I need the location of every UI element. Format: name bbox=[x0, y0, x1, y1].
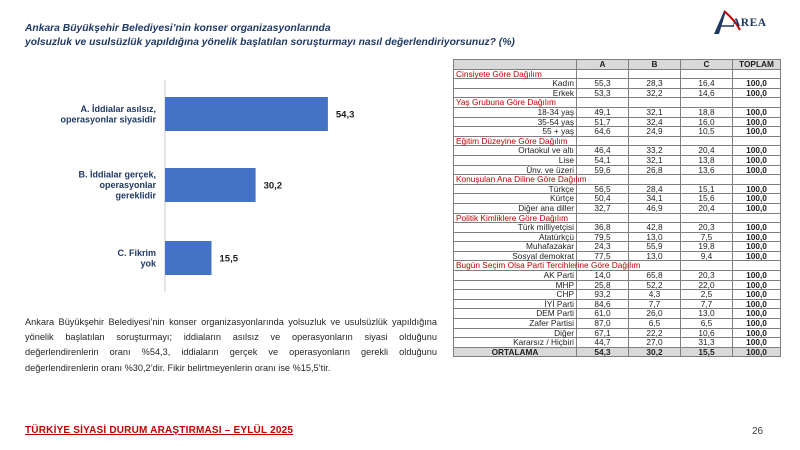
cell-a: 51,7 bbox=[577, 117, 629, 127]
table-row bbox=[454, 280, 781, 290]
row-label: Zafer Partisi bbox=[454, 319, 577, 329]
breakdown-table-wrapper bbox=[453, 59, 780, 357]
table-row bbox=[454, 328, 781, 338]
row-label: Diğer ana diller bbox=[454, 203, 577, 213]
cell-a: 53,3 bbox=[577, 88, 629, 98]
row-label: 35-54 yaş bbox=[454, 117, 577, 127]
cell-total: 100,0 bbox=[733, 319, 781, 329]
cell-total: 100,0 bbox=[733, 299, 781, 309]
cell-c: 20,4 bbox=[681, 146, 733, 156]
table-row bbox=[454, 155, 781, 165]
table-row bbox=[454, 232, 781, 242]
cell-b: 4,3 bbox=[629, 290, 681, 300]
cell-a: 25,8 bbox=[577, 280, 629, 290]
bar-chart bbox=[15, 70, 445, 300]
row-label: Kürtçe bbox=[454, 194, 577, 204]
cell-total: 100,0 bbox=[733, 79, 781, 89]
table-header-b: B bbox=[629, 60, 681, 70]
cell-c: 10,5 bbox=[681, 127, 733, 137]
cell-total: 100,0 bbox=[733, 223, 781, 233]
cell-b: 55,9 bbox=[629, 242, 681, 252]
cell-b: 65,8 bbox=[629, 271, 681, 281]
breakdown-table bbox=[453, 59, 781, 357]
table-row bbox=[454, 117, 781, 127]
cell-b: 42,8 bbox=[629, 223, 681, 233]
cell-total: 100,0 bbox=[733, 251, 781, 261]
area-logo-text: AREA bbox=[732, 17, 767, 29]
cell-c: 9,4 bbox=[681, 251, 733, 261]
cell-a: 59,6 bbox=[577, 165, 629, 175]
cell-c: 2,5 bbox=[681, 290, 733, 300]
table-row bbox=[454, 242, 781, 252]
cell-total: 100,0 bbox=[733, 155, 781, 165]
area-logo bbox=[710, 8, 785, 36]
cell-a: 67,1 bbox=[577, 328, 629, 338]
cell-b: 13,0 bbox=[629, 251, 681, 261]
bar-1 bbox=[165, 168, 256, 202]
cell-c: 7,5 bbox=[681, 232, 733, 242]
table-row bbox=[454, 319, 781, 329]
cell-c: 18,8 bbox=[681, 107, 733, 117]
cell-a: 93,2 bbox=[577, 290, 629, 300]
table-row bbox=[454, 194, 781, 204]
cell-a: 14,0 bbox=[577, 271, 629, 281]
average-total: 100,0 bbox=[733, 347, 781, 357]
table-row bbox=[454, 107, 781, 117]
cell-a: 32,7 bbox=[577, 203, 629, 213]
row-label: Ünv. ve üzeri bbox=[454, 165, 577, 175]
cell-c: 16,4 bbox=[681, 79, 733, 89]
cell-b: 52,2 bbox=[629, 280, 681, 290]
cell-b: 32,2 bbox=[629, 88, 681, 98]
cell-total: 100,0 bbox=[733, 271, 781, 281]
section-title: Cinsiyete Göre Dağılım bbox=[454, 69, 577, 79]
cell-total: 100,0 bbox=[733, 242, 781, 252]
cell-total: 100,0 bbox=[733, 232, 781, 242]
cell-a: 36,8 bbox=[577, 223, 629, 233]
title-line-2: yolsuzluk ve usulsüzlük yapıldığına yönelik başlatılan soruşturmayı nasıl değerlendiriyorsunuz? (%) bbox=[25, 37, 515, 48]
table-row bbox=[454, 146, 781, 156]
cell-a: 84,6 bbox=[577, 299, 629, 309]
row-label: CHP bbox=[454, 290, 577, 300]
cell-b: 32,1 bbox=[629, 155, 681, 165]
cell-a: 44,7 bbox=[577, 338, 629, 348]
cell-c: 20,3 bbox=[681, 271, 733, 281]
cell-c: 31,3 bbox=[681, 338, 733, 348]
row-label: DEM Parti bbox=[454, 309, 577, 319]
table-header-c: C bbox=[681, 60, 733, 70]
cell-b: 27,0 bbox=[629, 338, 681, 348]
cell-total: 100,0 bbox=[733, 88, 781, 98]
table-header-total: TOPLAM bbox=[733, 60, 781, 70]
section-title: Eğitim Düzeyine Göre Dağılım bbox=[454, 136, 577, 146]
cell-total: 100,0 bbox=[733, 127, 781, 137]
section-title: Konuşulan Ana Diline Göre Dağılım bbox=[454, 175, 577, 185]
row-label: Türkçe bbox=[454, 184, 577, 194]
row-label: 18-34 yaş bbox=[454, 107, 577, 117]
bar-value-label: 15,5 bbox=[219, 253, 238, 265]
section-empty-cell bbox=[733, 175, 781, 185]
section-title: Yaş Grubuna Göre Dağılım bbox=[454, 98, 577, 108]
row-label: Atatürkçü bbox=[454, 232, 577, 242]
table-section-header bbox=[454, 175, 781, 185]
cell-b: 34,1 bbox=[629, 194, 681, 204]
table-row bbox=[454, 271, 781, 281]
average-c: 15,5 bbox=[681, 347, 733, 357]
summary-text: Ankara Büyükşehir Belediyesi’nin konser organizasyonlarında yolsuzluk ve usulsüzlük yapıldığına yönelik başlatılan soruşturmayı; iddiaların asılsız ve operasyonların siyasi olduğunu değerlendirenlerin oranı %54,3, iddiaların gerçek ve operasyonların gerekli olduğunu değerlendirenlerin oranı %30,2’dir. Fikir belirtmeyenlerin oranı ise %15,5’tir. bbox=[25, 317, 437, 373]
cell-a: 54,1 bbox=[577, 155, 629, 165]
cell-total: 100,0 bbox=[733, 194, 781, 204]
row-label: Lise bbox=[454, 155, 577, 165]
average-a: 54,3 bbox=[577, 347, 629, 357]
table-header-row bbox=[454, 60, 781, 70]
table-row bbox=[454, 127, 781, 137]
cell-c: 15,1 bbox=[681, 184, 733, 194]
table-average-row bbox=[454, 347, 781, 357]
table-row bbox=[454, 338, 781, 348]
table-row bbox=[454, 184, 781, 194]
section-empty-cell bbox=[681, 175, 733, 185]
cell-a: 49,1 bbox=[577, 107, 629, 117]
cell-total: 100,0 bbox=[733, 203, 781, 213]
cell-b: 32,4 bbox=[629, 117, 681, 127]
cell-total: 100,0 bbox=[733, 107, 781, 117]
cell-c: 13,6 bbox=[681, 165, 733, 175]
table-row bbox=[454, 223, 781, 233]
cell-total: 100,0 bbox=[733, 146, 781, 156]
table-row bbox=[454, 290, 781, 300]
row-label: Ortaokul ve altı bbox=[454, 146, 577, 156]
cell-c: 6,5 bbox=[681, 319, 733, 329]
cell-c: 13,8 bbox=[681, 155, 733, 165]
cell-c: 14,6 bbox=[681, 88, 733, 98]
table-header-a: A bbox=[577, 60, 629, 70]
footer-title: TÜRKİYE SİYASİ DURUM ARAŞTIRMASI – EYLÜL 2025 bbox=[25, 425, 294, 436]
cell-c: 7,7 bbox=[681, 299, 733, 309]
table-section-header bbox=[454, 136, 781, 146]
section-empty-cell bbox=[629, 175, 681, 185]
cell-b: 28,4 bbox=[629, 184, 681, 194]
table-row bbox=[454, 299, 781, 309]
cell-c: 22,0 bbox=[681, 280, 733, 290]
row-label: Diğer bbox=[454, 328, 577, 338]
table-section-header bbox=[454, 98, 781, 108]
section-title: Bugün Seçim Olsa Parti Tercihlerine Göre Dağılım bbox=[454, 261, 577, 271]
title-line-1: Ankara Büyükşehir Belediyesi’nin konser organizasyonlarında bbox=[25, 23, 331, 34]
cell-a: 87,0 bbox=[577, 319, 629, 329]
cell-c: 10,6 bbox=[681, 328, 733, 338]
table-row bbox=[454, 79, 781, 89]
cell-a: 79,5 bbox=[577, 232, 629, 242]
average-b: 30,2 bbox=[629, 347, 681, 357]
cell-a: 56,5 bbox=[577, 184, 629, 194]
category-label: yok bbox=[140, 258, 156, 269]
cell-c: 19,8 bbox=[681, 242, 733, 252]
row-label: MHP bbox=[454, 280, 577, 290]
cell-b: 13,0 bbox=[629, 232, 681, 242]
cell-a: 64,6 bbox=[577, 127, 629, 137]
table-row bbox=[454, 203, 781, 213]
row-label: İYİ Parti bbox=[454, 299, 577, 309]
cell-total: 100,0 bbox=[733, 328, 781, 338]
cell-total: 100,0 bbox=[733, 338, 781, 348]
category-label: C. Fikrim bbox=[117, 247, 156, 258]
category-label: B. İddialar gerçek, bbox=[78, 169, 156, 180]
cell-b: 6,5 bbox=[629, 319, 681, 329]
page-number: 26 bbox=[752, 426, 764, 437]
cell-c: 15,6 bbox=[681, 194, 733, 204]
cell-b: 33,2 bbox=[629, 146, 681, 156]
section-title: Politik Kimliklere Göre Dağılım bbox=[454, 213, 577, 223]
bar-value-label: 30,2 bbox=[263, 180, 283, 192]
page-title bbox=[25, 22, 625, 50]
cell-a: 61,0 bbox=[577, 309, 629, 319]
cell-b: 7,7 bbox=[629, 299, 681, 309]
category-label: A. İddialar asılsız, bbox=[80, 103, 156, 114]
cell-a: 77,5 bbox=[577, 251, 629, 261]
category-label: gereklidir bbox=[115, 190, 156, 201]
cell-c: 20,3 bbox=[681, 223, 733, 233]
cell-b: 24,9 bbox=[629, 127, 681, 137]
table-row bbox=[454, 309, 781, 319]
cell-c: 20,4 bbox=[681, 203, 733, 213]
cell-total: 100,0 bbox=[733, 165, 781, 175]
cell-b: 26,8 bbox=[629, 165, 681, 175]
row-label: Muhafazakar bbox=[454, 242, 577, 252]
cell-c: 13,0 bbox=[681, 309, 733, 319]
cell-b: 22,2 bbox=[629, 328, 681, 338]
cell-total: 100,0 bbox=[733, 280, 781, 290]
table-section-header bbox=[454, 213, 781, 223]
cell-b: 46,9 bbox=[629, 203, 681, 213]
cell-a: 55,3 bbox=[577, 79, 629, 89]
category-label: operasyonlar siyasidir bbox=[60, 114, 156, 125]
cell-b: 32,1 bbox=[629, 107, 681, 117]
row-label: Sosyal demokrat bbox=[454, 251, 577, 261]
cell-b: 26,0 bbox=[629, 309, 681, 319]
average-label: ORTALAMA bbox=[454, 347, 577, 357]
table-header-empty bbox=[454, 60, 577, 70]
row-label: Erkek bbox=[454, 88, 577, 98]
cell-c: 16,0 bbox=[681, 117, 733, 127]
row-label: Türk milliyetçisi bbox=[454, 223, 577, 233]
table-section-header bbox=[454, 69, 781, 79]
row-label: Kararsız / Hiçbiri bbox=[454, 338, 577, 348]
row-label: Kadın bbox=[454, 79, 577, 89]
cell-a: 24,3 bbox=[577, 242, 629, 252]
cell-a: 50,4 bbox=[577, 194, 629, 204]
category-label: operasyonlar bbox=[99, 180, 156, 190]
table-section-header bbox=[454, 261, 781, 271]
cell-total: 100,0 bbox=[733, 184, 781, 194]
table-body bbox=[454, 69, 781, 357]
bar-0 bbox=[165, 97, 328, 131]
row-label: 55 + yaş bbox=[454, 127, 577, 137]
cell-total: 100,0 bbox=[733, 117, 781, 127]
cell-total: 100,0 bbox=[733, 309, 781, 319]
bar-2 bbox=[165, 241, 212, 275]
row-label: AK Parti bbox=[454, 271, 577, 281]
cell-a: 46,4 bbox=[577, 146, 629, 156]
cell-total: 100,0 bbox=[733, 290, 781, 300]
bar-value-label: 54,3 bbox=[335, 109, 355, 121]
cell-b: 28,3 bbox=[629, 79, 681, 89]
